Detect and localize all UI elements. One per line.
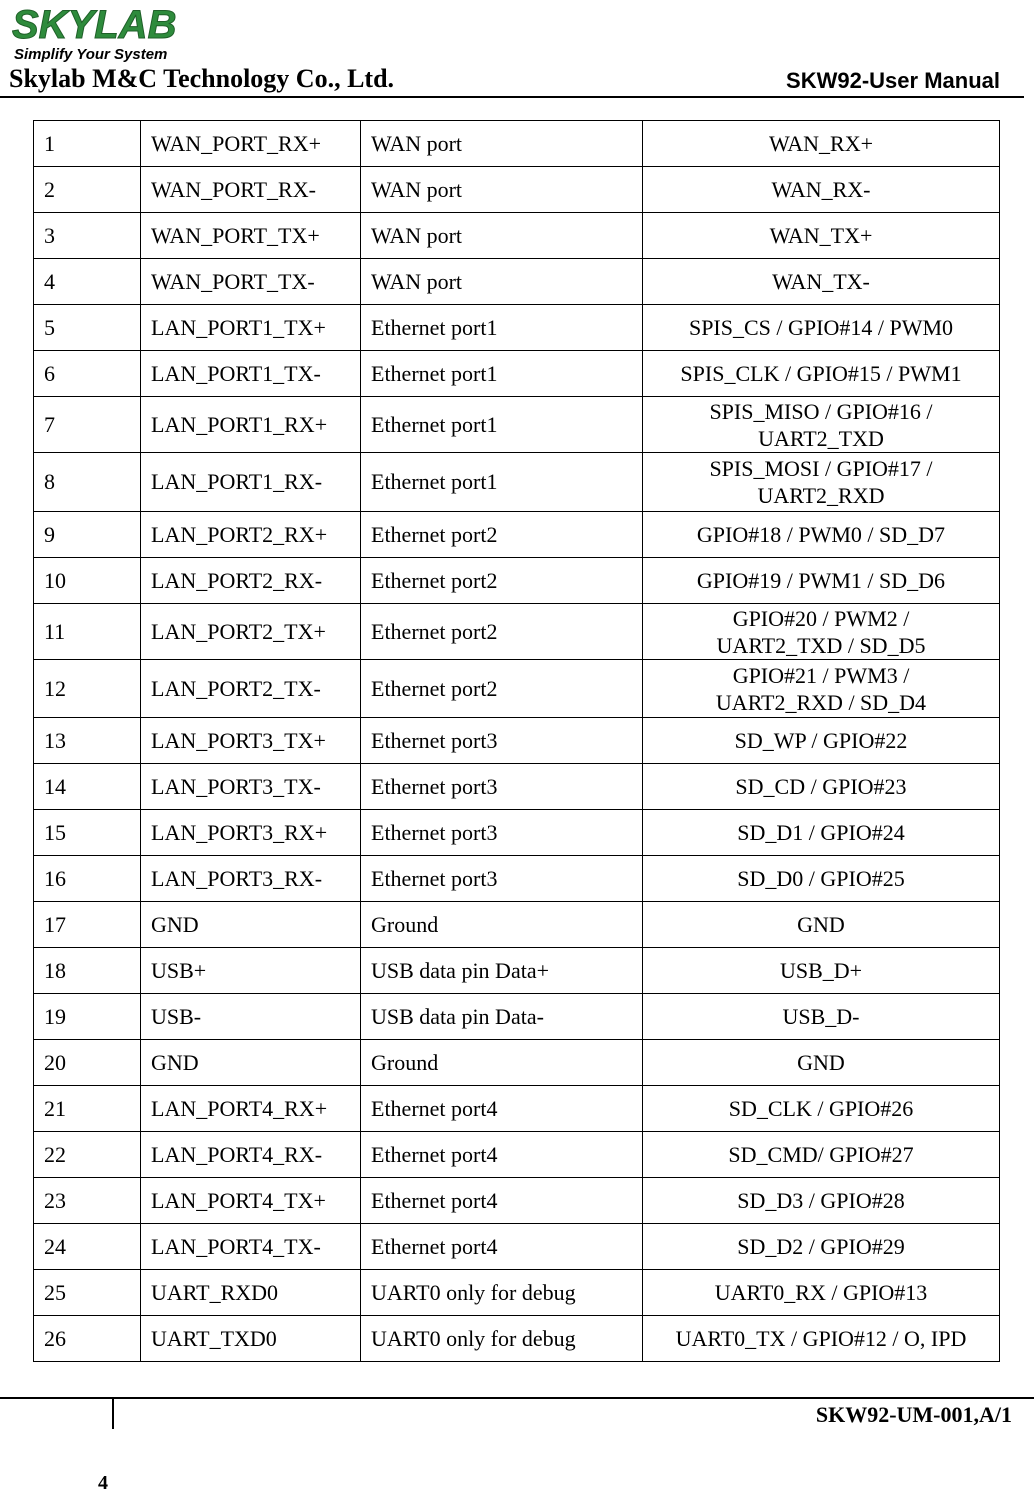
pin-function-line: SPIS_MISO / GPIO#16 / [709, 398, 933, 424]
pin-function [643, 948, 1000, 994]
pin-function-line: GPIO#20 / PWM2 / [732, 605, 910, 631]
pin-name: WAN_PORT_RX- [141, 167, 361, 213]
pin-number: 16 [34, 856, 141, 902]
pin-description: Ground [361, 902, 643, 948]
table-row [34, 660, 1000, 718]
pin-function-line: UART2_RXD [757, 483, 885, 508]
pin-name: LAN_PORT2_RX- [141, 558, 361, 604]
table-row [34, 810, 1000, 856]
pin-function [643, 994, 1000, 1040]
pin-function [643, 1132, 1000, 1178]
pin-number: 4 [34, 259, 141, 305]
pin-number: 12 [34, 660, 141, 718]
pin-function-line: SD_D0 / GPIO#25 [737, 865, 905, 891]
table-row [34, 512, 1000, 558]
pin-name: UART_RXD0 [141, 1270, 361, 1316]
company-logo [10, 2, 210, 64]
pin-description: Ground [361, 1040, 643, 1086]
table-row [34, 1040, 1000, 1086]
pin-name: LAN_PORT2_RX+ [141, 512, 361, 558]
logo-tagline: Simplify Your System [14, 46, 168, 63]
pin-name: LAN_PORT1_TX+ [141, 305, 361, 351]
pin-number: 10 [34, 558, 141, 604]
pin-description: UART0 only for debug [361, 1270, 643, 1316]
pin-name: LAN_PORT2_TX- [141, 660, 361, 718]
pin-name: LAN_PORT1_TX- [141, 351, 361, 397]
pin-name: LAN_PORT3_TX+ [141, 718, 361, 764]
pin-function [643, 1270, 1000, 1316]
footer-divider [0, 1397, 1034, 1399]
pin-number: 23 [34, 1178, 141, 1224]
pin-number: 20 [34, 1040, 141, 1086]
pin-name: LAN_PORT4_TX+ [141, 1178, 361, 1224]
pin-function-line: SD_D1 / GPIO#24 [737, 819, 905, 845]
manual-title: SKW92-User Manual [786, 68, 1000, 93]
table-row [34, 994, 1000, 1040]
pin-function-line: GPIO#21 / PWM3 / [732, 662, 910, 688]
pin-number: 24 [34, 1224, 141, 1270]
pin-function [643, 351, 1000, 397]
pin-description: Ethernet port4 [361, 1132, 643, 1178]
table-row [34, 397, 1000, 453]
pin-number: 2 [34, 167, 141, 213]
pin-number: 19 [34, 994, 141, 1040]
table-row [34, 764, 1000, 810]
table-row [34, 948, 1000, 994]
pin-function-line: UART0_TX / GPIO#12 / O, IPD [675, 1325, 967, 1351]
pin-function [643, 397, 1000, 453]
pin-function [643, 167, 1000, 213]
pin-description: UART0 only for debug [361, 1316, 643, 1362]
pin-number: 17 [34, 902, 141, 948]
pin-name: GND [141, 1040, 361, 1086]
pin-function [643, 856, 1000, 902]
pin-number: 11 [34, 604, 141, 660]
pin-name: USB+ [141, 948, 361, 994]
pin-function [643, 512, 1000, 558]
pin-description: WAN port [361, 121, 643, 167]
pin-function-line: SD_D3 / GPIO#28 [737, 1187, 905, 1213]
pin-description: WAN port [361, 213, 643, 259]
pin-function-line: GPIO#19 / PWM1 / SD_D6 [696, 567, 946, 593]
pin-description: WAN port [361, 167, 643, 213]
table-row [34, 121, 1000, 167]
pin-description: Ethernet port3 [361, 856, 643, 902]
pin-description: Ethernet port1 [361, 397, 643, 453]
pin-function-line: UART2_TXD / SD_D5 [716, 632, 926, 658]
pin-description: Ethernet port3 [361, 810, 643, 856]
pin-function [643, 1086, 1000, 1132]
pin-number: 22 [34, 1132, 141, 1178]
pin-number: 6 [34, 351, 141, 397]
pin-description: Ethernet port4 [361, 1086, 643, 1132]
pin-number: 3 [34, 213, 141, 259]
table-row [34, 718, 1000, 764]
pin-function [643, 718, 1000, 764]
pin-number: 1 [34, 121, 141, 167]
pin-function-line: SPIS_MOSI / GPIO#17 / [709, 456, 933, 481]
pin-number: 7 [34, 397, 141, 453]
table-row [34, 1316, 1000, 1362]
pin-function-line: SPIS_CS / GPIO#14 / PWM0 [688, 314, 954, 340]
pin-name: USB- [141, 994, 361, 1040]
table-row [34, 213, 1000, 259]
pin-name: LAN_PORT4_RX+ [141, 1086, 361, 1132]
pin-description: Ethernet port2 [361, 558, 643, 604]
table-row [34, 1178, 1000, 1224]
pin-function-line: SD_D2 / GPIO#29 [737, 1233, 905, 1259]
pin-number: 26 [34, 1316, 141, 1362]
pin-function-line: GND [797, 911, 845, 937]
pin-name: WAN_PORT_TX+ [141, 213, 361, 259]
document-number: SKW92-UM-001,A/1 [815, 1402, 1012, 1427]
pin-name: LAN_PORT3_TX- [141, 764, 361, 810]
pin-description: Ethernet port4 [361, 1178, 643, 1224]
pin-function [643, 121, 1000, 167]
table-row [34, 902, 1000, 948]
pin-function-line: WAN_TX+ [769, 222, 873, 248]
pin-function [643, 213, 1000, 259]
pin-function-line: GPIO#18 / PWM0 / SD_D7 [696, 521, 946, 547]
pin-function-line: GND [797, 1049, 845, 1075]
table-row [34, 305, 1000, 351]
pin-function-line: USB_D+ [779, 957, 863, 983]
pin-function [643, 558, 1000, 604]
pin-function [643, 1040, 1000, 1086]
company-name: Skylab M&C Technology Co., Ltd. [9, 64, 395, 93]
pin-number: 25 [34, 1270, 141, 1316]
pin-function [643, 1178, 1000, 1224]
table-row [34, 558, 1000, 604]
pin-number: 13 [34, 718, 141, 764]
pin-function [643, 453, 1000, 512]
pin-function-line: SD_CLK / GPIO#26 [728, 1095, 914, 1121]
pin-name: GND [141, 902, 361, 948]
table-row [34, 167, 1000, 213]
pin-name: WAN_PORT_TX- [141, 259, 361, 305]
footer-tick [112, 1399, 114, 1429]
pin-name: UART_TXD0 [141, 1316, 361, 1362]
pin-function-line: UART2_RXD / SD_D4 [715, 689, 927, 715]
table-row [34, 604, 1000, 660]
pin-name: WAN_PORT_RX+ [141, 121, 361, 167]
table-row [34, 453, 1000, 512]
pin-function-line: SD_CD / GPIO#23 [735, 773, 907, 799]
pin-function [643, 1316, 1000, 1362]
table-row [34, 351, 1000, 397]
pin-description: Ethernet port2 [361, 512, 643, 558]
pin-number: 15 [34, 810, 141, 856]
table-row [34, 259, 1000, 305]
pin-function [643, 305, 1000, 351]
pin-description: Ethernet port3 [361, 718, 643, 764]
logo-wordmark: SKYLAB [12, 3, 177, 47]
pin-function [643, 259, 1000, 305]
pin-function [643, 764, 1000, 810]
pin-number: 5 [34, 305, 141, 351]
pin-function [643, 1224, 1000, 1270]
pin-function-line: SD_CMD/ GPIO#27 [728, 1141, 914, 1167]
table-row [34, 1086, 1000, 1132]
pin-description: Ethernet port2 [361, 604, 643, 660]
pin-table-body [34, 121, 1000, 1362]
pin-name: LAN_PORT4_RX- [141, 1132, 361, 1178]
pin-number: 14 [34, 764, 141, 810]
pin-name: LAN_PORT3_RX- [141, 856, 361, 902]
pin-description: Ethernet port4 [361, 1224, 643, 1270]
pin-description: USB data pin Data- [361, 994, 643, 1040]
table-row [34, 856, 1000, 902]
pin-number: 9 [34, 512, 141, 558]
page-number: 4 [98, 1472, 108, 1494]
pin-name: LAN_PORT1_RX- [141, 453, 361, 512]
pin-function-line: SD_WP / GPIO#22 [734, 727, 908, 753]
pin-function-line: SPIS_CLK / GPIO#15 / PWM1 [680, 360, 962, 386]
pin-function [643, 902, 1000, 948]
pin-description: Ethernet port1 [361, 453, 643, 512]
pin-function [643, 604, 1000, 660]
pin-number: 21 [34, 1086, 141, 1132]
pin-function [643, 810, 1000, 856]
pin-number: 8 [34, 453, 141, 512]
table-row [34, 1132, 1000, 1178]
pin-function-line: WAN_TX- [772, 268, 870, 294]
pin-number: 18 [34, 948, 141, 994]
pin-description: Ethernet port2 [361, 660, 643, 718]
pin-description: USB data pin Data+ [361, 948, 643, 994]
pin-name: LAN_PORT4_TX- [141, 1224, 361, 1270]
table-row [34, 1270, 1000, 1316]
pin-name: LAN_PORT2_TX+ [141, 604, 361, 660]
header-divider [0, 96, 1024, 98]
pin-description: Ethernet port3 [361, 764, 643, 810]
pin-function-line: WAN_RX+ [768, 130, 874, 156]
pin-function-line: UART0_RX / GPIO#13 [714, 1279, 928, 1305]
table-row [34, 1224, 1000, 1270]
pin-description: Ethernet port1 [361, 305, 643, 351]
pin-name: LAN_PORT3_RX+ [141, 810, 361, 856]
pin-description: WAN port [361, 259, 643, 305]
pin-function-line: UART2_TXD [758, 425, 884, 451]
pin-function-line: WAN_RX- [771, 176, 871, 202]
pin-table [33, 120, 1000, 1362]
pin-function [643, 660, 1000, 718]
pin-description: Ethernet port1 [361, 351, 643, 397]
pin-name: LAN_PORT1_RX+ [141, 397, 361, 453]
pin-function-line: USB_D- [782, 1003, 860, 1029]
